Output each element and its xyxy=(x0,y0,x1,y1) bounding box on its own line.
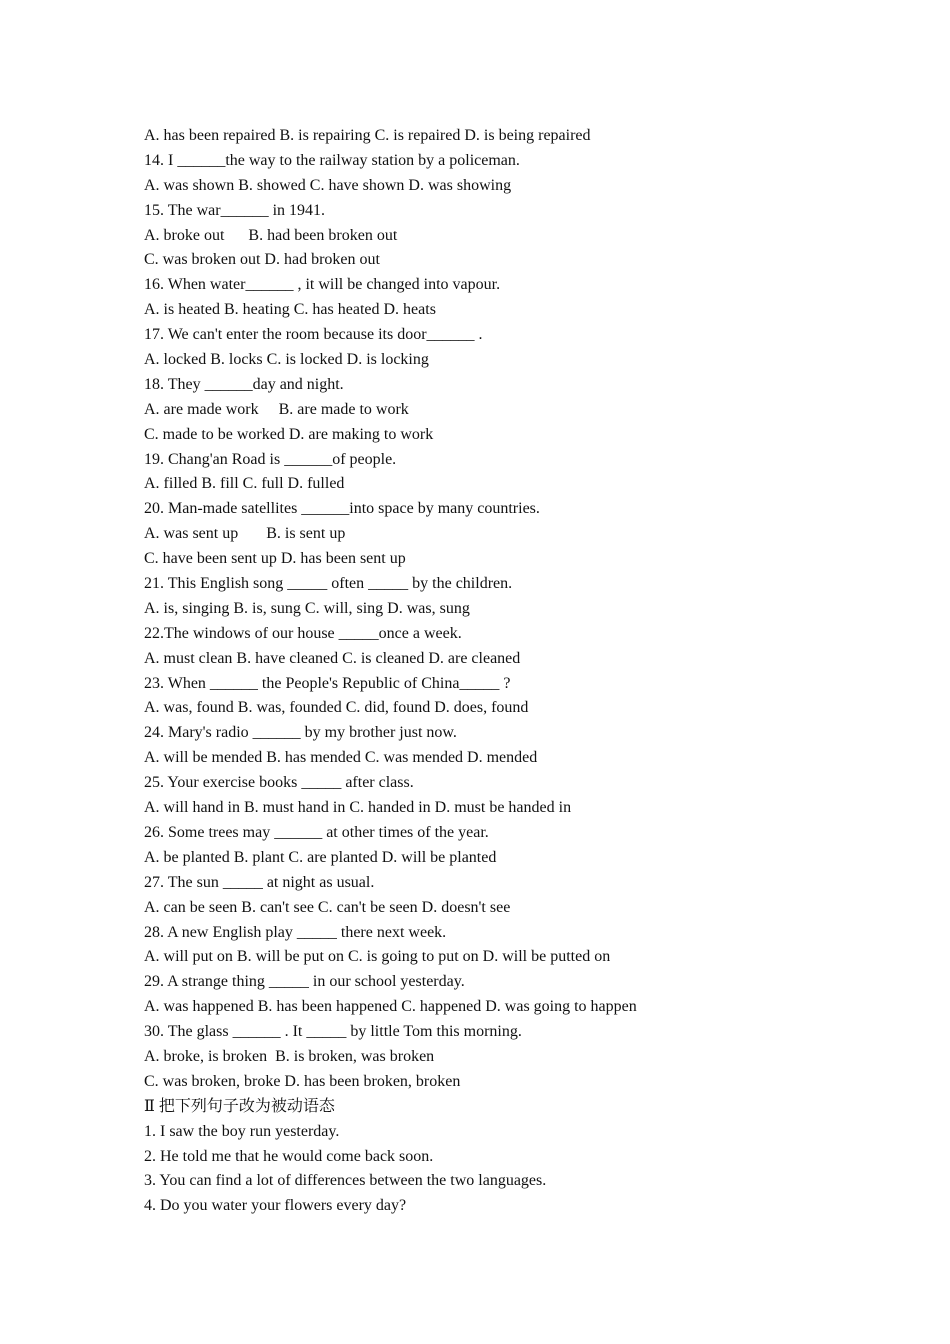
options-30-a: A. broke, is broken B. is broken, was broken xyxy=(144,1047,435,1065)
options-26: A. be planted B. plant C. are planted D. will be planted xyxy=(144,848,497,866)
options-30-b: C. was broken, broke D. has been broken, broken xyxy=(144,1072,461,1090)
question-21: 21. This English song _____ often _____ by the children. xyxy=(144,575,513,593)
options-19: A. filled B. fill C. full D. fulled xyxy=(144,475,345,493)
sentence-3: 3. You can find a lot of differences between the two languages. xyxy=(144,1172,547,1190)
question-23: 23. When ______ the People's Republic of China_____ ? xyxy=(144,674,511,692)
options-25: A. will hand in B. must hand in C. handed in D. must be handed in xyxy=(144,799,572,817)
options-18-b: C. made to be worked D. are making to work xyxy=(144,425,434,443)
options-22: A. must clean B. have cleaned C. is cleaned D. are cleaned xyxy=(144,649,521,667)
options-21: A. is, singing B. is, sung C. will, sing D. was, sung xyxy=(144,599,470,617)
question-24: 24. Mary's radio ______ by my brother just now. xyxy=(144,724,457,742)
question-28: 28. A new English play _____ there next week. xyxy=(144,923,447,941)
question-30: 30. The glass ______ . It _____ by little Tom this morning. xyxy=(144,1023,522,1041)
question-22: 22.The windows of our house _____once a week. xyxy=(144,624,462,642)
sentence-1: 1. I saw the boy run yesterday. xyxy=(144,1122,340,1140)
options-28: A. will put on B. will be put on C. is going to put on D. will be putted on xyxy=(144,948,611,966)
options-20-a: A. was sent up B. is sent up xyxy=(144,525,346,543)
options-15-a: A. broke out B. had been broken out xyxy=(144,226,398,244)
question-27: 27. The sun _____ at night as usual. xyxy=(144,873,375,891)
options-16: A. is heated B. heating C. has heated D. heats xyxy=(144,301,436,319)
options-29: A. was happened B. has been happened C. happened D. was going to happen xyxy=(144,998,637,1016)
options-14: A. was shown B. showed C. have shown D. was showing xyxy=(144,176,512,194)
document-page xyxy=(144,124,844,1219)
section-heading: Ⅱ 把下列句子改为被动语态 xyxy=(144,1097,335,1115)
question-26: 26. Some trees may ______ at other times of the year. xyxy=(144,823,489,841)
options-18-a: A. are made work B. are made to work xyxy=(144,400,409,418)
question-20: 20. Man-made satellites ______into space by many countries. xyxy=(144,500,540,518)
question-25: 25. Your exercise books _____ after class. xyxy=(144,774,414,792)
options-27: A. can be seen B. can't see C. can't be seen D. doesn't see xyxy=(144,898,511,916)
options-23: A. was, found B. was, founded C. did, found D. does, found xyxy=(144,699,529,717)
question-29: 29. A strange thing _____ in our school yesterday. xyxy=(144,973,465,991)
question-17: 17. We can't enter the room because its door______ . xyxy=(144,326,483,344)
options-17: A. locked B. locks C. is locked D. is locking xyxy=(144,351,429,369)
text-line: A. has been repaired B. is repairing C. is repaired D. is being repaired xyxy=(144,127,591,144)
question-15: 15. The war______ in 1941. xyxy=(144,201,326,219)
question-16: 16. When water______ , it will be changed into vapour. xyxy=(144,276,501,294)
options-24: A. will be mended B. has mended C. was mended D. mended xyxy=(144,749,538,767)
question-19: 19. Chang'an Road is ______of people. xyxy=(144,450,397,468)
options-15-b: C. was broken out D. had broken out xyxy=(144,251,380,269)
question-18: 18. They ______day and night. xyxy=(144,375,344,393)
sentence-4: 4. Do you water your flowers every day? xyxy=(144,1197,407,1215)
sentence-2: 2. He told me that he would come back soon. xyxy=(144,1147,434,1165)
options-20-b: C. have been sent up D. has been sent up xyxy=(144,550,406,568)
question-14: 14. I ______the way to the railway station by a policeman. xyxy=(144,151,520,169)
